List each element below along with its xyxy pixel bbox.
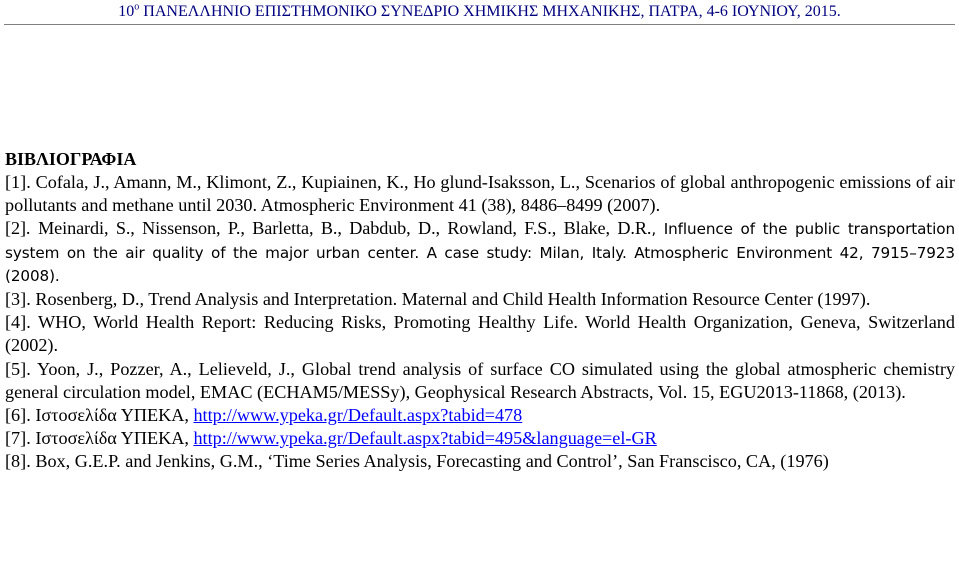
reference-7 xyxy=(5,427,955,450)
reference-2 xyxy=(5,217,955,288)
reference-text: Box, G.E.P. and Jenkins, G.M., ‘Time Series Analysis, Forecasting and Control’, San Franscisco, CA, (1976) xyxy=(35,451,829,472)
reference-text: , Influence of the public transportation system on the air quality of the major urban center. A case study: Milan, Italy. Atmospheric Environment 42, 7915–7923 (2008). xyxy=(5,220,955,285)
reference-number: [4]. xyxy=(5,312,31,333)
bibliography-section xyxy=(5,148,955,474)
reference-number: [5]. xyxy=(5,358,31,379)
reference-authors: Meinardi, S., Nissenson, P., Barletta, B., Dabdub, D., Rowland, F.S., Blake, D.R. xyxy=(38,218,652,239)
reference-text: Ιστοσελίδα ΥΠΕΚΑ, xyxy=(35,428,194,449)
reference-text: Yoon, J., Pozzer, A., Lelieveld, J., Global trend analysis of surface CO simulated using the global atmospheric chemistry general circulation model, EMAC (ECHAM5/MESSy), Geophysical Research Abstracts, Vol. 15, EGU2013-11868, (2013). xyxy=(5,358,955,402)
reference-number: [6]. xyxy=(5,405,31,426)
header-superscript: ο xyxy=(134,1,140,13)
reference-text: Ιστοσελίδα ΥΠΕΚΑ, xyxy=(35,405,194,426)
reference-5 xyxy=(5,358,955,404)
reference-text: WHO, World Health Report: Reducing Risks, Promoting Healthy Life. World Health Organization, Geneva, Switzerland (2002). xyxy=(5,312,955,356)
header-number: 10 xyxy=(118,3,135,20)
reference-4 xyxy=(5,311,955,357)
header-divider xyxy=(4,24,955,25)
reference-number: [2]. xyxy=(5,218,31,239)
reference-number: [8]. xyxy=(5,451,31,472)
reference-number: [7]. xyxy=(5,428,31,449)
reference-text: Rosenberg, D., Trend Analysis and Interpretation. Maternal and Child Health Information Resource Center (1997). xyxy=(35,289,871,310)
conference-header xyxy=(0,2,959,22)
reference-8 xyxy=(5,450,955,473)
header-text: ΠΑΝΕΛΛΗΝΙΟ ΕΠΙΣΤΗΜΟΝΙΚΟ ΣΥΝΕΔΡΙΟ ΧΗΜΙΚΗΣ ΜΗΧΑΝΙΚΗΣ, ΠΑΤΡΑ, 4-6 ΙΟΥΝΙΟΥ, 2015. xyxy=(139,3,841,20)
reference-6 xyxy=(5,404,955,427)
reference-number: [3]. xyxy=(5,289,31,310)
reference-text: Cofala, J., Amann, M., Klimont, Z., Kupiainen, K., Ho glund-Isaksson, L., Scenarios of global anthropogenic emissions of air pollutants and methane until 2030. Atmospheric Environment 41 (38), 8486–8499 (2007). xyxy=(5,172,955,216)
reference-1 xyxy=(5,171,955,217)
reference-link[interactable]: http://www.ypeka.gr/Default.aspx?tabid=478 xyxy=(193,405,523,426)
section-title: ΒΙΒΛΙΟΓΡΑΦΙΑ xyxy=(5,149,137,169)
reference-3 xyxy=(5,288,955,311)
reference-number: [1]. xyxy=(5,172,31,192)
reference-link[interactable]: http://www.ypeka.gr/Default.aspx?tabid=495&language=el-GR xyxy=(193,428,657,449)
